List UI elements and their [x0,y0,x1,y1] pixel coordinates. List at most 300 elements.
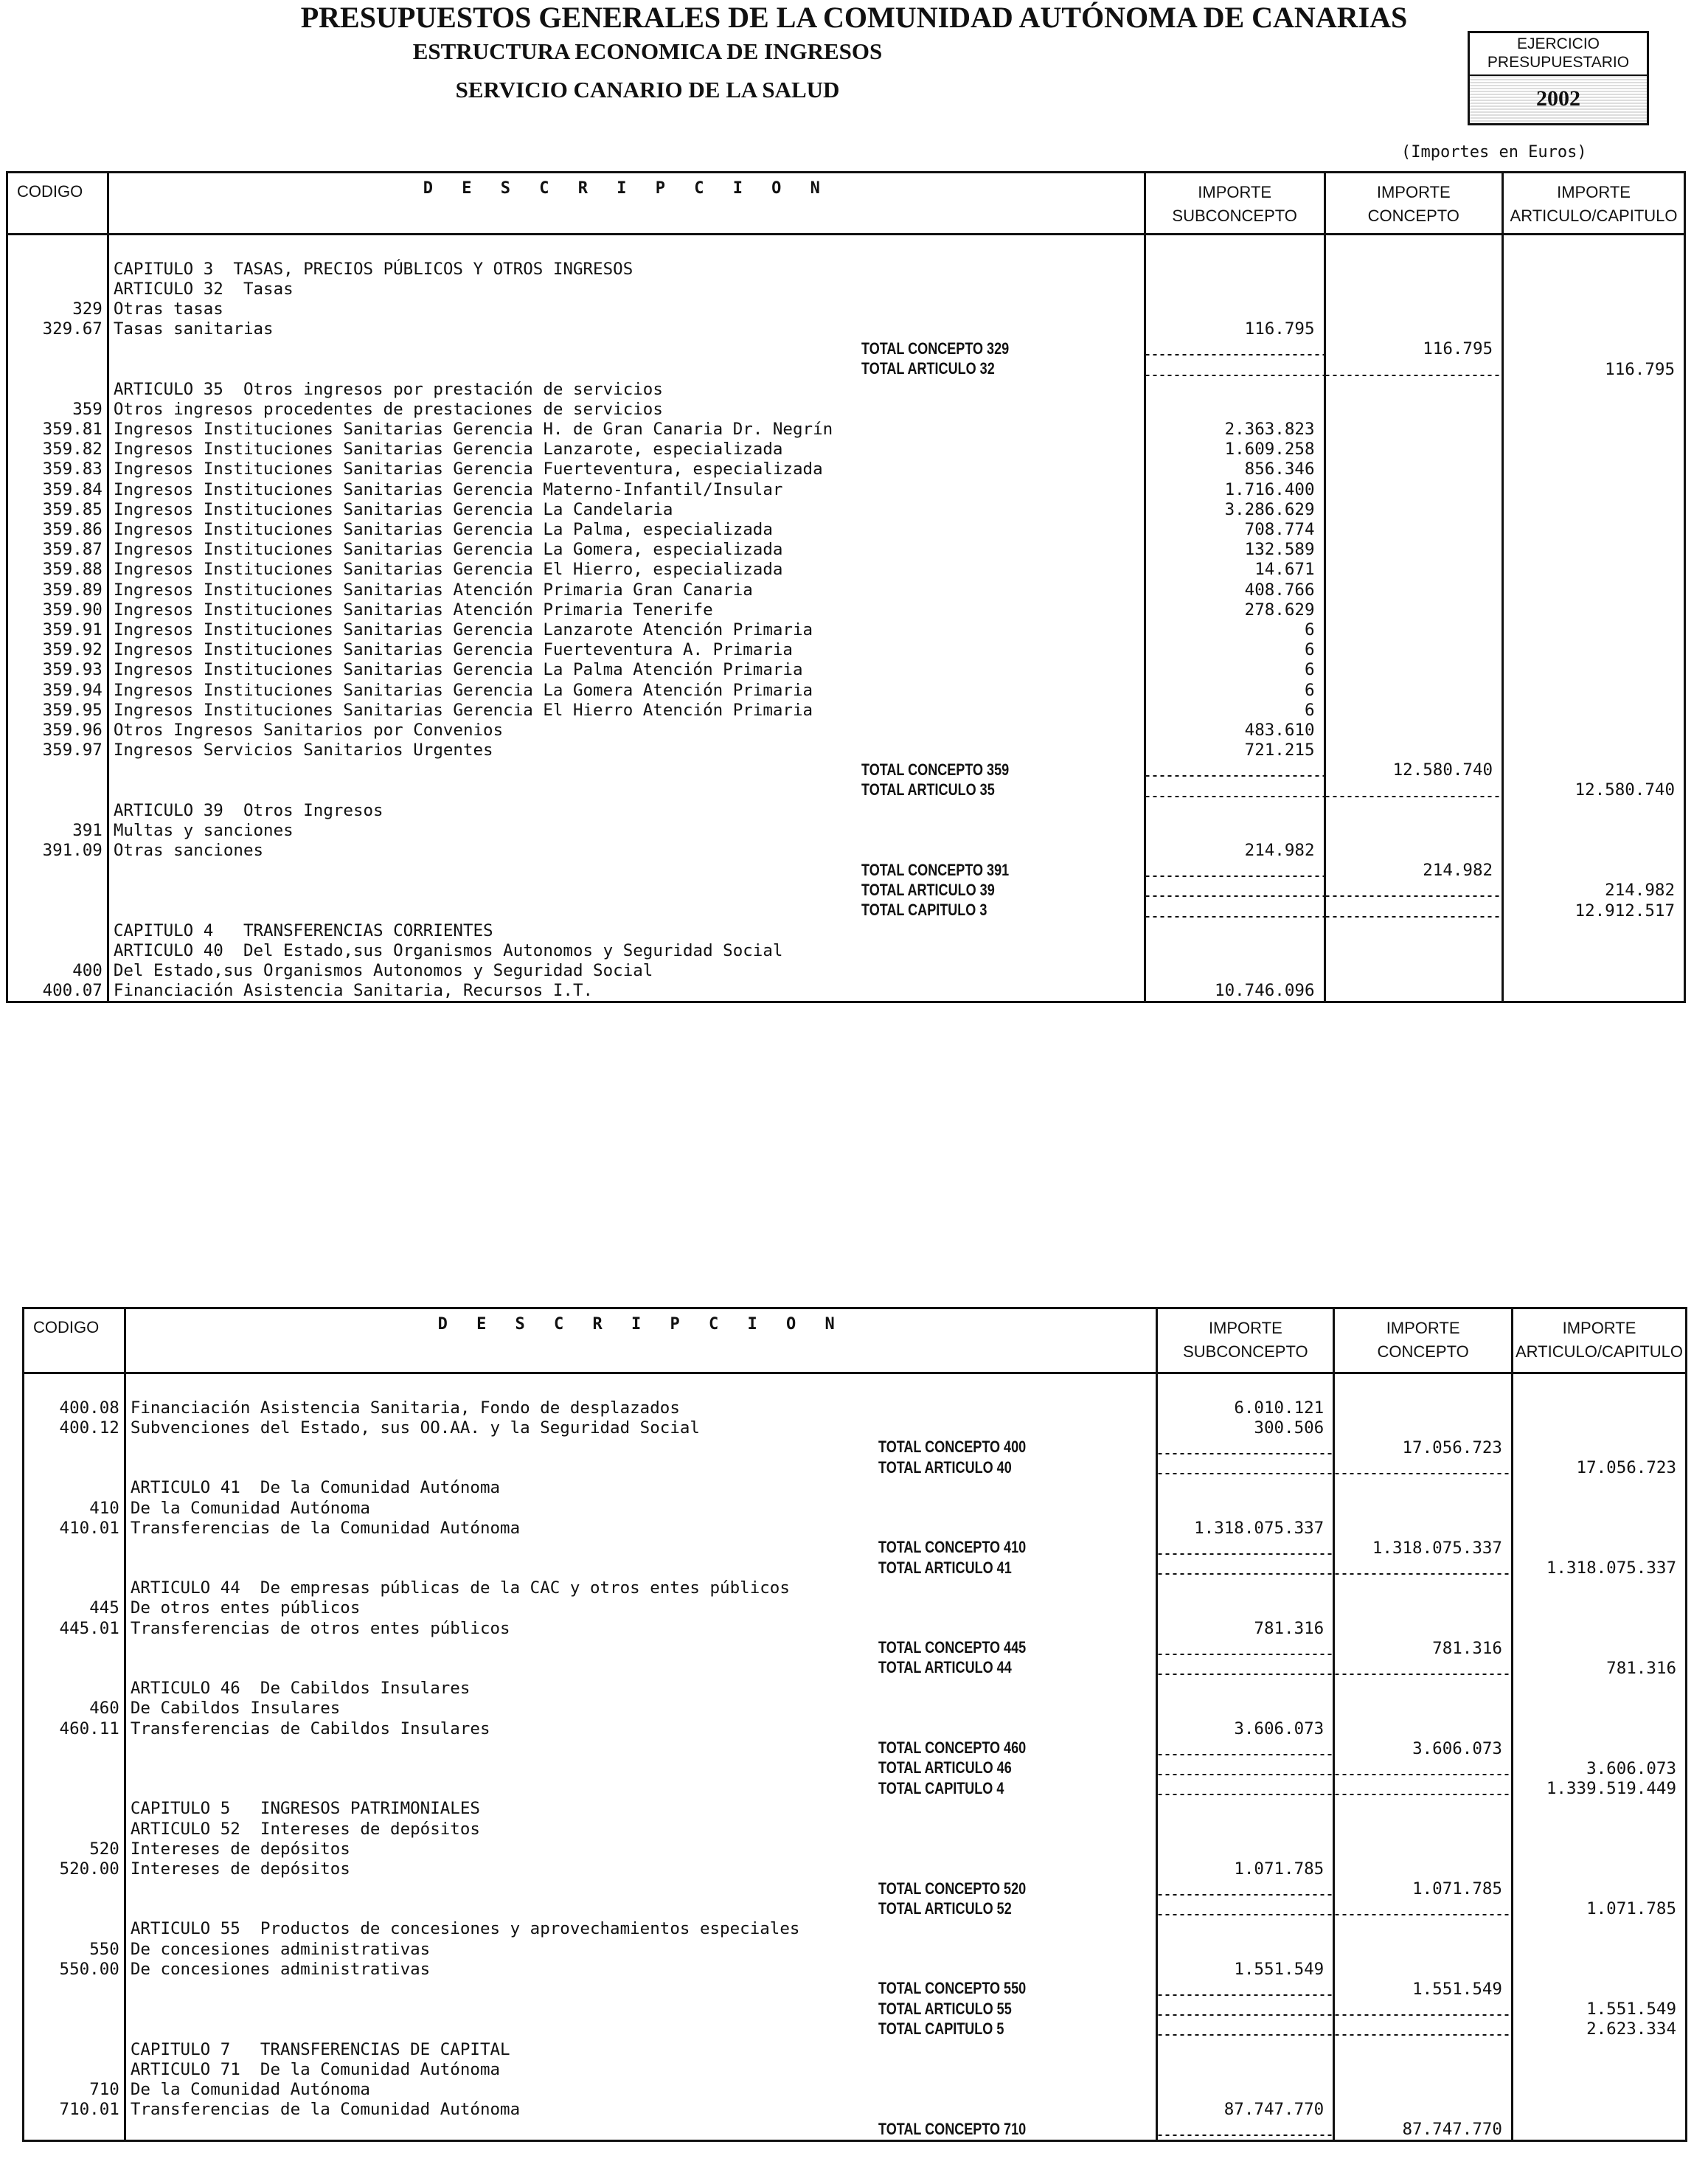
row-description-cell [125,1458,1157,1478]
amount-subconcepto [1157,2079,1334,2099]
row-description-cell [108,399,1145,419]
amount-articulo-capitulo [1512,1799,1686,1819]
amount-articulo-capitulo [1503,459,1685,479]
row-description: Otras tasas [113,299,223,319]
amount-concepto: 1.071.785 [1334,1879,1513,1899]
amount-concepto [1325,920,1503,940]
row-code: 445 [24,1598,125,1618]
row-description: ARTICULO 41 De la Comunidad Autónoma [130,1478,501,1498]
row-description: CAPITULO 7 TRANSFERENCIAS DE CAPITAL [130,2039,510,2059]
row-code [7,780,108,800]
row-code [24,2059,125,2079]
amount-articulo-capitulo [1503,399,1685,419]
amount-articulo-capitulo [1512,1959,1686,1979]
amount-subconcepto: 214.982 [1145,840,1325,860]
amount-articulo-capitulo [1512,1859,1686,1879]
row-description-cell [108,660,1145,680]
row-code [24,1638,125,1658]
amount-subconcepto [1145,920,1325,940]
amount-concepto [1325,940,1503,960]
budget-year-label [1470,33,1647,76]
amount-articulo-capitulo [1503,440,1685,459]
row-description-cell [108,479,1145,499]
amount-articulo-capitulo [1503,560,1685,580]
table-row [24,1578,1687,1598]
table-spacer-cell [1325,235,1503,260]
table-row [7,459,1685,479]
amount-articulo-capitulo [1503,519,1685,539]
amount-concepto [1325,540,1503,560]
amount-concepto [1334,1478,1513,1498]
row-code: 359.85 [7,499,108,519]
amount-subconcepto-dashed-line [1157,1438,1334,1457]
row-description-cell [125,1819,1157,1839]
row-code: 400 [7,961,108,981]
amount-subconcepto: 721.215 [1145,741,1325,760]
amount-articulo-capitulo [1512,1598,1686,1618]
row-description: ARTICULO 32 Tasas [113,279,294,299]
amount-subconcepto-dashed-line [1157,2000,1334,2019]
amount-articulo-capitulo [1503,499,1685,519]
amount-concepto [1325,440,1503,459]
row-description-cell [125,2039,1157,2059]
amount-subconcepto-dashed-line [1157,1558,1334,1578]
amount-subconcepto: 6 [1145,660,1325,680]
table-row [7,940,1685,960]
table-row [7,820,1685,840]
row-code [24,1438,125,1457]
amount-subconcepto: 87.747.770 [1157,2100,1334,2120]
amount-concepto-dashed-line [1334,1779,1513,1799]
column-header-importe: IMPORTE [1208,1319,1282,1337]
amount-subconcepto: 6.010.121 [1157,1398,1334,1418]
row-description: CAPITULO 5 INGRESOS PATRIMONIALES [130,1799,480,1819]
column-header-descripcion: D E S C R I P C I O N [108,173,1145,235]
amount-concepto [1325,299,1503,319]
row-total-label: TOTAL ARTICULO 35 [861,780,995,799]
amount-concepto [1325,479,1503,499]
column-header-articulo [1512,1308,1686,1373]
amount-articulo-capitulo [1512,1618,1686,1638]
row-description: De Cabildos Insulares [130,1699,341,1719]
table-row [7,600,1685,620]
table-row [7,680,1685,700]
row-description-cell [125,1959,1157,1979]
amount-subconcepto: 408.766 [1145,580,1325,600]
row-code: 359.90 [7,600,108,620]
amount-articulo-capitulo [1503,299,1685,319]
amount-subconcepto [1145,379,1325,399]
amount-subconcepto-dashed-line [1157,1899,1334,1919]
column-header-subconcepto-label: SUBCONCEPTO [1183,1342,1308,1361]
row-description-cell [125,1538,1157,1558]
amount-concepto [1334,1859,1513,1879]
amount-subconcepto: 132.589 [1145,540,1325,560]
table-row [24,1879,1687,1899]
amount-concepto [1325,519,1503,539]
row-code [7,920,108,940]
row-description-cell [125,1578,1157,1598]
amount-concepto [1325,981,1503,1002]
table-row [7,881,1685,901]
row-total-label: TOTAL CONCEPTO 710 [878,2119,1026,2138]
document-department: SERVICIO CANARIO DE LA SALUD [455,77,840,103]
row-description: De concesiones administrativas [130,1939,431,1959]
row-code [24,1478,125,1498]
row-description: Del Estado,sus Organismos Autonomos y Seguridad Social [113,961,653,981]
row-code: 359.88 [7,560,108,580]
row-description-cell [125,1518,1157,1538]
amount-concepto: 214.982 [1325,861,1503,881]
table-spacer-cell [1157,1373,1334,1398]
table-row [7,981,1685,1002]
row-description: Financiación Asistencia Sanitaria, Fondo de desplazados [130,1398,680,1418]
table-row [24,1839,1687,1859]
column-header-importe: IMPORTE [1562,1319,1636,1337]
table-row [24,1819,1687,1839]
row-code [24,1758,125,1778]
row-description-cell [108,780,1145,800]
row-description: Subvenciones del Estado, sus OO.AA. y la Seguridad Social [130,1418,700,1438]
amount-subconcepto: 483.610 [1145,720,1325,740]
amount-subconcepto: 10.746.096 [1145,981,1325,1002]
table-row [7,961,1685,981]
amount-concepto [1325,580,1503,600]
amount-articulo-capitulo [1503,600,1685,620]
row-code [24,1919,125,1939]
row-description: Intereses de depósitos [130,1859,350,1879]
amount-concepto-dashed-line [1334,1899,1513,1919]
amount-subconcepto-dashed-line [1157,1638,1334,1658]
row-description: ARTICULO 55 Productos de concesiones y aprovechamientos especiales [130,1919,800,1939]
amount-articulo-capitulo [1503,279,1685,299]
amount-articulo-capitulo [1503,339,1685,359]
row-code: 710 [24,2079,125,2099]
column-header-subconcepto-label: SUBCONCEPTO [1172,207,1297,225]
amount-concepto [1334,1398,1513,1418]
row-description: Transferencias de Cabildos Insulares [130,1719,490,1738]
amount-subconcepto: 1.318.075.337 [1157,1518,1334,1538]
amount-articulo-capitulo [1512,1478,1686,1498]
row-description: ARTICULO 71 De la Comunidad Autónoma [130,2059,501,2079]
budget-year-label-line2: PRESUPUESTARIO [1487,54,1630,71]
row-description-cell [108,279,1145,299]
amount-articulo-capitulo [1503,479,1685,499]
column-header-descripcion: D E S C R I P C I O N [125,1308,1157,1373]
row-code: 359.92 [7,640,108,660]
amount-articulo-capitulo [1503,640,1685,660]
amount-subconcepto [1145,800,1325,820]
row-description-cell [108,640,1145,660]
amount-concepto [1325,319,1503,339]
row-code: 359 [7,399,108,419]
row-code [24,1738,125,1758]
row-code [24,1458,125,1478]
amount-concepto [1325,379,1503,399]
amount-subconcepto [1157,1679,1334,1699]
table-row [24,1719,1687,1738]
amount-subconcepto-dashed-line [1157,1538,1334,1558]
amount-articulo-capitulo [1512,1398,1686,1418]
row-description-cell [125,1799,1157,1819]
row-description-cell [125,1658,1157,1678]
row-description: Financiación Asistencia Sanitaria, Recursos I.T. [113,981,594,1001]
amount-concepto [1334,2059,1513,2079]
amount-articulo-capitulo [1512,2120,1686,2141]
amount-concepto [1325,840,1503,860]
amount-articulo-capitulo [1512,1919,1686,1939]
amount-articulo-capitulo: 1.318.075.337 [1512,1558,1686,1578]
row-description: Ingresos Instituciones Sanitarias Gerencia El Hierro, especializada [113,560,783,580]
row-description-cell [125,1839,1157,1859]
amount-concepto [1325,620,1503,639]
amount-subconcepto [1157,1578,1334,1598]
amount-concepto [1325,279,1503,299]
row-description-cell [125,1879,1157,1899]
table-row [24,1979,1687,1999]
table-row [7,420,1685,440]
row-total-label: TOTAL CONCEPTO 460 [878,1738,1026,1758]
amount-articulo-capitulo [1512,1839,1686,1859]
table-row [7,399,1685,419]
amount-subconcepto-dashed-line [1145,359,1325,379]
table-row [24,1398,1687,1418]
amount-subconcepto: 6 [1145,680,1325,700]
table-row [7,299,1685,319]
row-code: 391.09 [7,840,108,860]
row-code [7,901,108,920]
amount-concepto [1325,700,1503,720]
amount-articulo-capitulo: 17.056.723 [1512,1458,1686,1478]
row-description: ARTICULO 52 Intereses de depósitos [130,1819,480,1839]
row-description-cell [125,1939,1157,1959]
row-code [24,2000,125,2019]
table-spacer-row [7,235,1685,260]
row-description: Ingresos Instituciones Sanitarias Atención Primaria Tenerife [113,600,713,620]
row-total-label: TOTAL ARTICULO 55 [878,1999,1012,2018]
table-spacer-cell [1512,1373,1686,1398]
amount-articulo-capitulo [1503,800,1685,820]
amount-articulo-capitulo [1512,1719,1686,1738]
income-table-1-body [7,235,1685,1002]
table-row [7,479,1685,499]
amount-subconcepto: 3.286.629 [1145,499,1325,519]
row-description: ARTICULO 40 Del Estado,sus Organismos Autonomos y Seguridad Social [113,940,783,960]
amount-concepto: 17.056.723 [1334,1438,1513,1457]
table-row [24,1478,1687,1498]
amount-concepto: 3.606.073 [1334,1738,1513,1758]
amount-concepto [1334,1578,1513,1598]
row-description-cell [125,1919,1157,1939]
row-description-cell [125,1859,1157,1879]
amount-concepto-dashed-line [1334,1758,1513,1778]
table-row [24,1438,1687,1457]
row-description-cell [125,1779,1157,1799]
amount-articulo-capitulo: 116.795 [1503,359,1685,379]
amount-articulo-capitulo [1512,1939,1686,1959]
amount-concepto-dashed-line [1325,359,1503,379]
row-description-cell [125,1618,1157,1638]
amount-articulo-capitulo [1512,1418,1686,1438]
table-row [24,1618,1687,1638]
amount-concepto [1325,459,1503,479]
table-row [7,440,1685,459]
table-row [24,2019,1687,2039]
amount-articulo-capitulo [1503,981,1685,1002]
row-description-cell [108,741,1145,760]
row-code [7,881,108,901]
row-description: Ingresos Instituciones Sanitarias Gerencia La Palma Atención Primaria [113,660,803,680]
amount-subconcepto-dashed-line [1157,2019,1334,2039]
amount-articulo-capitulo [1512,2079,1686,2099]
table-spacer-cell [125,1373,1157,1398]
amount-subconcepto: 1.071.785 [1157,1859,1334,1879]
row-description-cell [125,1738,1157,1758]
table-row [7,920,1685,940]
amount-articulo-capitulo: 214.982 [1503,881,1685,901]
table-row [24,1558,1687,1578]
column-header-importe: IMPORTE [1386,1319,1460,1337]
amount-concepto [1334,2039,1513,2059]
row-description: Ingresos Instituciones Sanitarias Gerencia La Candelaria [113,499,673,519]
amount-articulo-capitulo [1503,620,1685,639]
table-row [24,1679,1687,1699]
row-description: Ingresos Instituciones Sanitarias Gerencia La Gomera, especializada [113,540,783,560]
row-description-cell [108,459,1145,479]
table-row [24,1699,1687,1719]
table-row [24,2039,1687,2059]
amount-subconcepto-dashed-line [1157,1879,1334,1899]
amount-articulo-capitulo [1503,920,1685,940]
amount-concepto-dashed-line [1334,2000,1513,2019]
row-total-label: TOTAL CONCEPTO 391 [861,860,1010,879]
amount-subconcepto: 278.629 [1145,600,1325,620]
row-description-cell [108,420,1145,440]
row-description: Ingresos Servicios Sanitarios Urgentes [113,741,493,760]
row-description: Ingresos Instituciones Sanitarias Gerencia Materno-Infantil/Insular [113,479,783,499]
row-description-cell [108,861,1145,881]
row-description-cell [125,1758,1157,1778]
row-description-cell [108,299,1145,319]
amount-subconcepto-dashed-line [1145,861,1325,881]
amount-articulo-capitulo [1503,720,1685,740]
amount-concepto [1334,1959,1513,1979]
amount-subconcepto: 116.795 [1145,319,1325,339]
amount-concepto [1325,259,1503,279]
row-code: 359.94 [7,680,108,700]
amount-concepto [1334,1939,1513,1959]
table-row [7,359,1685,379]
row-code [24,1658,125,1678]
amount-subconcepto-dashed-line [1157,2120,1334,2141]
column-header-articulo [1503,173,1685,235]
amount-subconcepto [1145,940,1325,960]
amount-articulo-capitulo [1503,940,1685,960]
row-description: Ingresos Instituciones Sanitarias Gerencia La Gomera Atención Primaria [113,680,813,700]
amount-concepto [1325,499,1503,519]
amount-concepto [1325,800,1503,820]
table-row [24,1859,1687,1879]
amount-subconcepto: 14.671 [1145,560,1325,580]
table-row [7,840,1685,860]
row-description-cell [108,440,1145,459]
table-row [24,1658,1687,1678]
table-row [24,1638,1687,1658]
amount-subconcepto: 6 [1145,640,1325,660]
row-description: ARTICULO 44 De empresas públicas de la CAC y otros entes públicos [130,1578,790,1598]
column-header-concepto-label: CONCEPTO [1367,207,1459,225]
table-spacer-cell [108,235,1145,260]
amount-articulo-capitulo [1512,2059,1686,2079]
amount-concepto-dashed-line [1334,1458,1513,1478]
row-description: Ingresos Instituciones Sanitarias Gerencia Lanzarote Atención Primaria [113,620,813,639]
amount-concepto: 1.551.549 [1334,1979,1513,1999]
amount-subconcepto [1157,1939,1334,1959]
column-header-subconcepto [1157,1308,1334,1373]
row-code [7,800,108,820]
table-spacer-cell [1334,1373,1513,1398]
amount-subconcepto [1145,961,1325,981]
row-description-cell [108,339,1145,359]
row-code: 359.83 [7,459,108,479]
amount-concepto [1334,1679,1513,1699]
amount-subconcepto-dashed-line [1145,881,1325,901]
amount-concepto [1325,600,1503,620]
column-header-codigo: CODIGO [24,1308,125,1373]
budget-year-value: 2002 [1470,76,1647,122]
table-spacer-cell [1503,235,1685,260]
amount-articulo-capitulo [1503,420,1685,440]
row-code: 550.00 [24,1959,125,1979]
row-total-label: TOTAL CONCEPTO 445 [878,1638,1026,1657]
amount-articulo-capitulo [1503,861,1685,881]
amount-articulo-capitulo: 781.316 [1512,1658,1686,1678]
amount-articulo-capitulo [1503,540,1685,560]
row-description-cell [125,2059,1157,2079]
row-description-cell [108,760,1145,780]
row-total-label: TOTAL ARTICULO 44 [878,1658,1012,1677]
row-description-cell [125,1699,1157,1719]
row-description: Ingresos Instituciones Sanitarias Gerencia Fuerteventura A. Primaria [113,640,793,660]
row-code: 520.00 [24,1859,125,1879]
table-row [7,259,1685,279]
row-description: CAPITULO 3 TASAS, PRECIOS PÚBLICOS Y OTROS INGRESOS [113,259,633,279]
amount-subconcepto [1157,1598,1334,1618]
table-row [7,339,1685,359]
amount-concepto [1325,680,1503,700]
amount-concepto [1334,1598,1513,1618]
amount-subconcepto: 3.606.073 [1157,1719,1334,1738]
amount-concepto [1334,1518,1513,1538]
table-row [24,2100,1687,2120]
row-description-cell [125,2000,1157,2019]
document-title: PRESUPUESTOS GENERALES DE LA COMUNIDAD AUTÓNOMA DE CANARIAS [300,1,1408,34]
amount-subconcepto [1157,1819,1334,1839]
amount-subconcepto: 6 [1145,620,1325,639]
row-description-cell [125,1478,1157,1498]
amount-articulo-capitulo [1512,1699,1686,1719]
amount-subconcepto [1157,1919,1334,1939]
amount-concepto [1334,2079,1513,2099]
row-description: Transferencias de otros entes públicos [130,1618,510,1638]
units-note: (Importes en Euros) [1401,143,1587,162]
row-description: CAPITULO 4 TRANSFERENCIAS CORRIENTES [113,920,493,940]
table-row [7,499,1685,519]
row-total-label: TOTAL CONCEPTO 520 [878,1879,1026,1898]
row-code: 550 [24,1939,125,1959]
row-total-label: TOTAL CAPITULO 3 [861,901,987,919]
amount-articulo-capitulo [1503,259,1685,279]
